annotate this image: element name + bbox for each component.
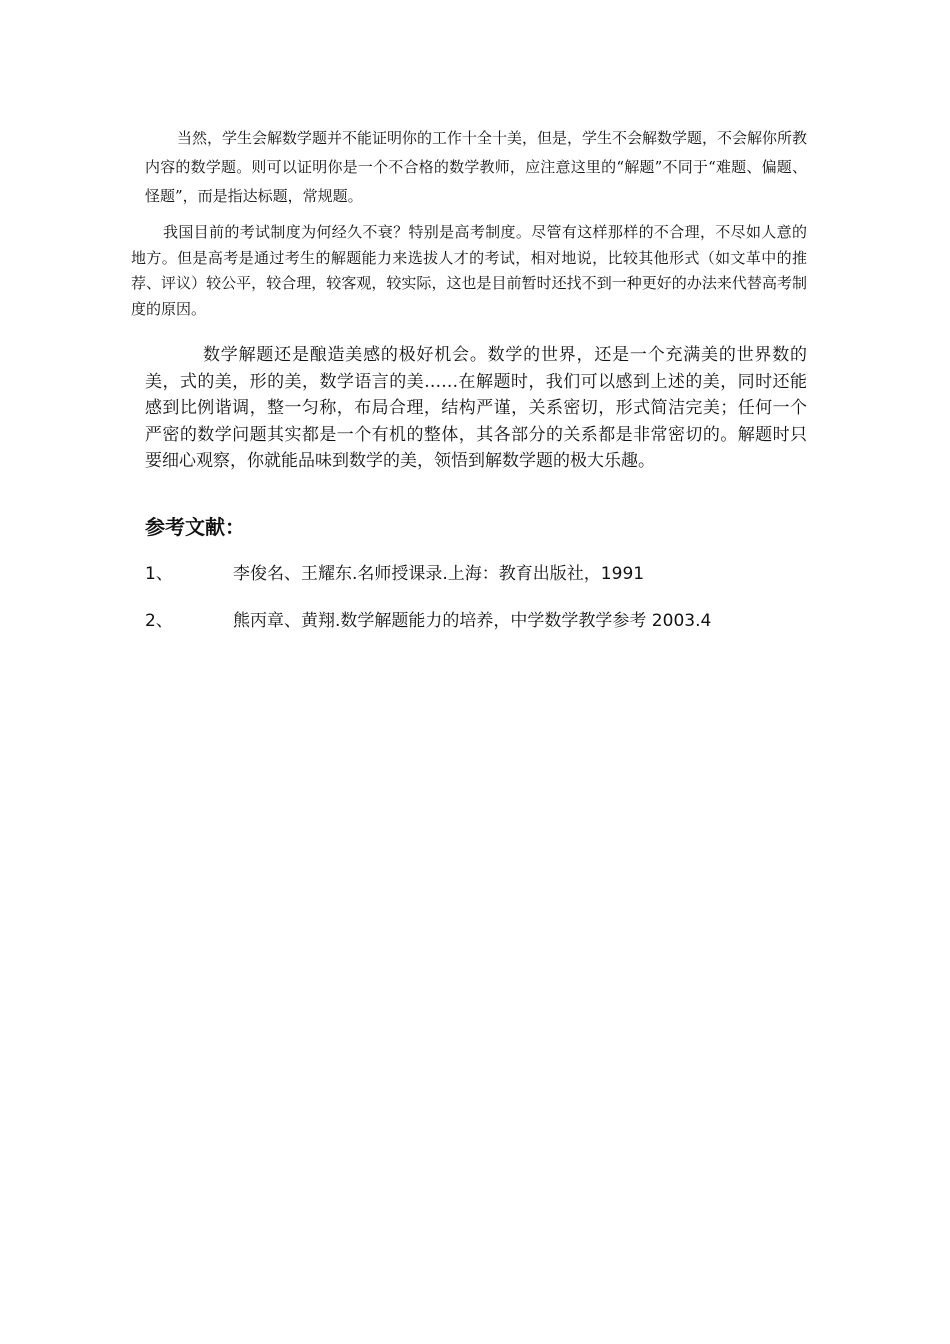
references-heading: 参考文献： xyxy=(145,515,245,539)
reference-text: 熊丙章、黄翔.数学解题能力的培养，中学数学教学参考 2003.4 xyxy=(233,611,712,631)
reference-text: 李俊名、王耀东.名师授课录.上海：教育出版社，1991 xyxy=(233,564,645,584)
paragraph-math-beauty: 数学解题还是酿造美感的极好机会。数学的世界，还是一个充满美的世界数的美，式的美，形的美，数学语言的美……在解题时，我们可以感到上述的美，同时还能感到比例谐调，整一匀称，布局合理，结构严谨，关系密切，形式简洁完美；任何一个严密的数学问题其实都是一个有机的整体，其各部分的关系都是非常密切的。解题时只要细心观察，你就能品味到数学的美，领悟到解数学题的极大乐趣。 xyxy=(145,345,807,471)
reference-item-1 xyxy=(145,559,825,589)
reference-number: 1、 xyxy=(145,564,173,584)
paragraph-exam-system: 我国目前的考试制度为何经久不衰？特别是高考制度。尽管有这样那样的不合理，不尽如人意的地方。但是高考是通过考生的解题能力来选拔人才的考试，相对地说，比较其他形式（如文革中的推荐、评议）较公平，较合理，较客观，较实际，这也是目前暂时还找不到一种更好的办法来代替高考制度的原因。 xyxy=(131,223,807,318)
reference-item-2 xyxy=(145,606,825,636)
paragraph-teaching-quality: 当然，学生会解数学题并不能证明你的工作十全十美，但是，学生不会解数学题，不会解你所教内容的数学题。则可以证明你是一个不合格的数学教师，应注意这里的“解题”不同于“难题、偏题、怪题”，而是指达标题，常规题。 xyxy=(145,129,808,205)
reference-number: 2、 xyxy=(145,611,173,631)
